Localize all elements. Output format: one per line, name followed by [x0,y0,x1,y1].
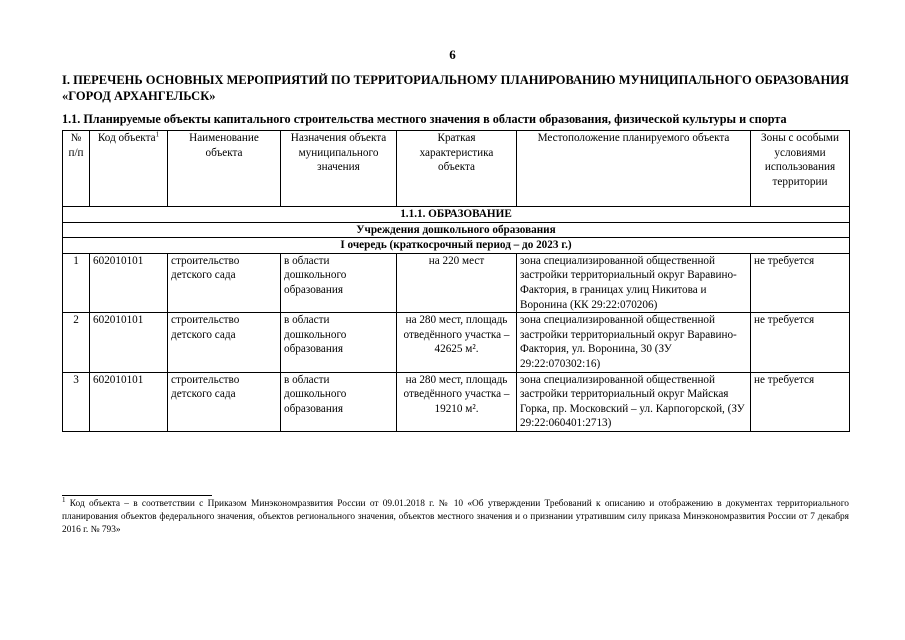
phase-title: I очередь (краткосрочный период – до 2023 г.) [63,238,850,254]
cell-characteristic: на 280 мест, площадь отведённого участка –42625 м². [397,313,517,372]
header-code-label: Код объекта [97,132,156,144]
page-number: 6 [449,47,456,62]
footnote-ref: 1 [155,130,160,139]
header-num: № п/п [63,131,90,207]
cell-code: 602010101 [90,253,168,312]
cell-num: 2 [63,313,90,372]
table-header-row [63,131,850,207]
footnote-text: Код объекта – в соответствии с Приказом Минэкономразвития России от 09.01.2018 г. № 10 «Об утверждении Требований к описанию и отображению в документах территориального планирования объектов федерального значения, объектов регионального значения, объектов местного значения и о признании утратившим силу приказа Минэкономразвития России от 7 декабря 2016 г. № 793» [62,499,849,535]
cell-name: строительство детского сада [168,313,281,372]
cell-num: 3 [63,372,90,431]
footnote-separator [62,495,212,496]
header-zones: Зоны с особыми условиями использования территории [751,131,850,207]
cell-purpose: в области дошкольного образования [281,253,397,312]
header-location: Местоположение планируемого объекта [517,131,751,207]
cell-code: 602010101 [90,313,168,372]
subsection-row [63,222,850,238]
table-row [63,372,850,431]
header-characteristic: Краткая характеристика объекта [397,131,517,207]
section-heading: I. ПЕРЕЧЕНЬ ОСНОВНЫХ МЕРОПРИЯТИЙ ПО ТЕРРИТОРИАЛЬНОМУ ПЛАНИРОВАНИЮ МУНИЦИПАЛЬНОГО ОБРАЗОВАНИЯ «ГОРОД АРХАНГЕЛЬСК» [62,73,849,103]
cell-num: 1 [63,253,90,312]
cell-zones: не требуется [751,313,850,372]
header-code [90,131,168,207]
footnote-mark: 1 [62,495,66,504]
table-row [63,253,850,312]
cell-purpose: в области дошкольного образования [281,313,397,372]
cell-zones: не требуется [751,372,850,431]
header-purpose: Назначения объекта муниципального значения [281,131,397,207]
cell-characteristic: на 280 мест, площадь отведённого участка –19210 м². [397,372,517,431]
cell-location: зона специализированной общественной застройки территориальный округ Варавино-Фактория, в границах улиц Никитова и Воронина (КК 29:22:070206) [517,253,751,312]
cell-name: строительство детского сада [168,372,281,431]
planned-objects-table [62,130,850,432]
cell-zones: не требуется [751,253,850,312]
cell-name: строительство детского сада [168,253,281,312]
subsection-title: Учреждения дошкольного образования [63,222,850,238]
table-row [63,313,850,372]
subsection-heading: 1.1. Планируемые объекты капитального строительства местного значения в области образования, физической культуры и спорта [62,112,787,126]
cell-location: зона специализированной общественной застройки территориальный округ Варавино-Фактория, ул. Воронина, 30 (ЗУ 29:22:070302:16) [517,313,751,372]
phase-row [63,238,850,254]
section-row [63,207,850,223]
header-name: Наименование объекта [168,131,281,207]
cell-location: зона специализированной общественной застройки территориальный округ Майская Горка, пр. Московский – ул. Карпогорской, (ЗУ 29:22:060401:2713) [517,372,751,431]
footnote [62,495,849,537]
cell-characteristic: на 220 мест [397,253,517,312]
section-title: 1.1.1. ОБРАЗОВАНИЕ [63,207,850,223]
cell-purpose: в области дошкольного образования [281,372,397,431]
cell-code: 602010101 [90,372,168,431]
